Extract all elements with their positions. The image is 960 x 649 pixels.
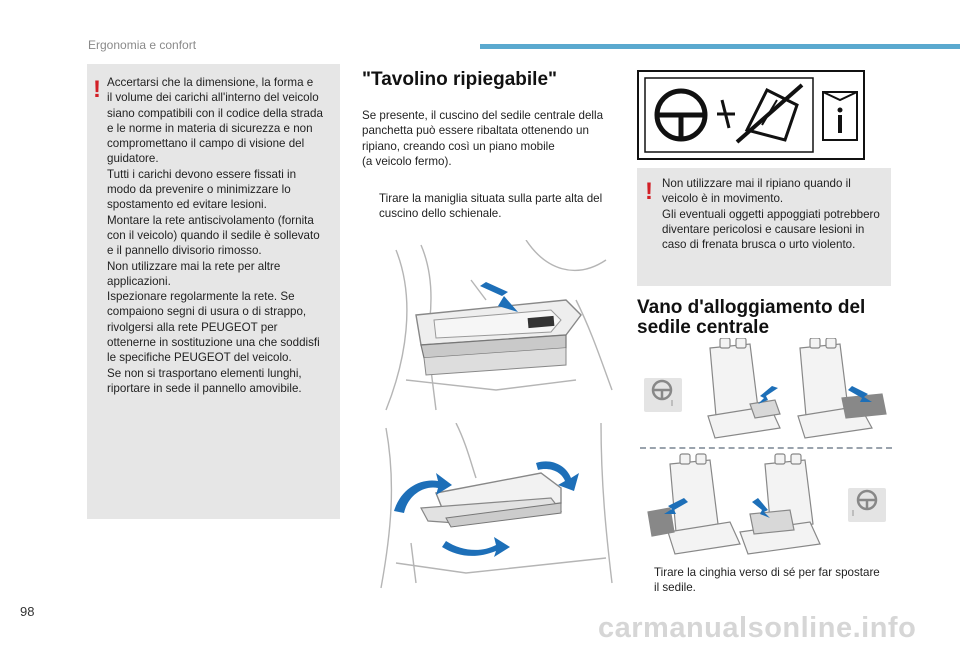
warning-box-right xyxy=(637,168,891,286)
section-label: Ergonomia e confort xyxy=(88,38,197,52)
warning-text-right: Non utilizzare mai il ripiano quando il veicolo è in movimento. Gli eventuali oggetti appoggiati potrebbero diventare pericolosi e causare lesioni in caso di frenata brusca o urto violento. xyxy=(662,177,880,252)
warning-icon: ! xyxy=(93,76,101,103)
illustration-folded-table xyxy=(376,240,614,418)
tavolino-bullet-text: Tirare la maniglia situata sulla parte alta del cuscino dello schienale. xyxy=(379,192,603,221)
section-title-tavolino: "Tavolino ripiegabile" xyxy=(362,69,558,90)
seat-diagram-bottom xyxy=(640,452,894,558)
seat-diagram-top xyxy=(640,338,894,442)
tavolino-intro-text: Se presente, il cuscino del sedile centrale della panchetta può essere ribaltata ottenendo un ripiano, creando così un piano mobile (a veicolo fermo). xyxy=(362,109,604,168)
dashed-divider xyxy=(640,447,892,449)
header-accent-bar xyxy=(480,44,960,49)
vano-bullet-text: Tirare la cinghia verso di sé per far spostare il sedile. xyxy=(654,566,880,595)
warning-icon: ! xyxy=(645,178,653,205)
warning-pictogram xyxy=(637,70,865,160)
page-number: 98 xyxy=(20,604,35,619)
section-title-vano: Vano d'alloggiamento del sedile centrale xyxy=(637,297,866,338)
watermark: carmanualsonline.info xyxy=(598,612,917,644)
warning-text-left: Accertarsi che la dimensione, la forma e il volume dei carichi all'interno del veicolo siano compatibili con il codice della strada e le norme in materia di sicurezza e non compromettano il campo di visione del guidatore. Tutti i carichi devono essere fissati in modo da prevenire o minimizzare lo spostamento ed evitare lesioni. Montare la rete antiscivolamento (fornita con il veicolo) quando il sedile è sollevato e il pannello divisorio rimosso. Non utilizzare mai la rete per altre applicazioni. Ispezionare regolarmente la rete. Se compaiono segni di usura o di strappo, rivolgersi alla rete PEUGEOT per ottenerne in sostituzione una che soddisfi le specifiche PEUGEOT del veicolo. Se non si trasportano elementi lunghi, riportare in sede il pannello amovibile. xyxy=(107,76,323,395)
warning-box-left xyxy=(87,64,340,519)
illustration-unfolded-table xyxy=(376,423,614,591)
